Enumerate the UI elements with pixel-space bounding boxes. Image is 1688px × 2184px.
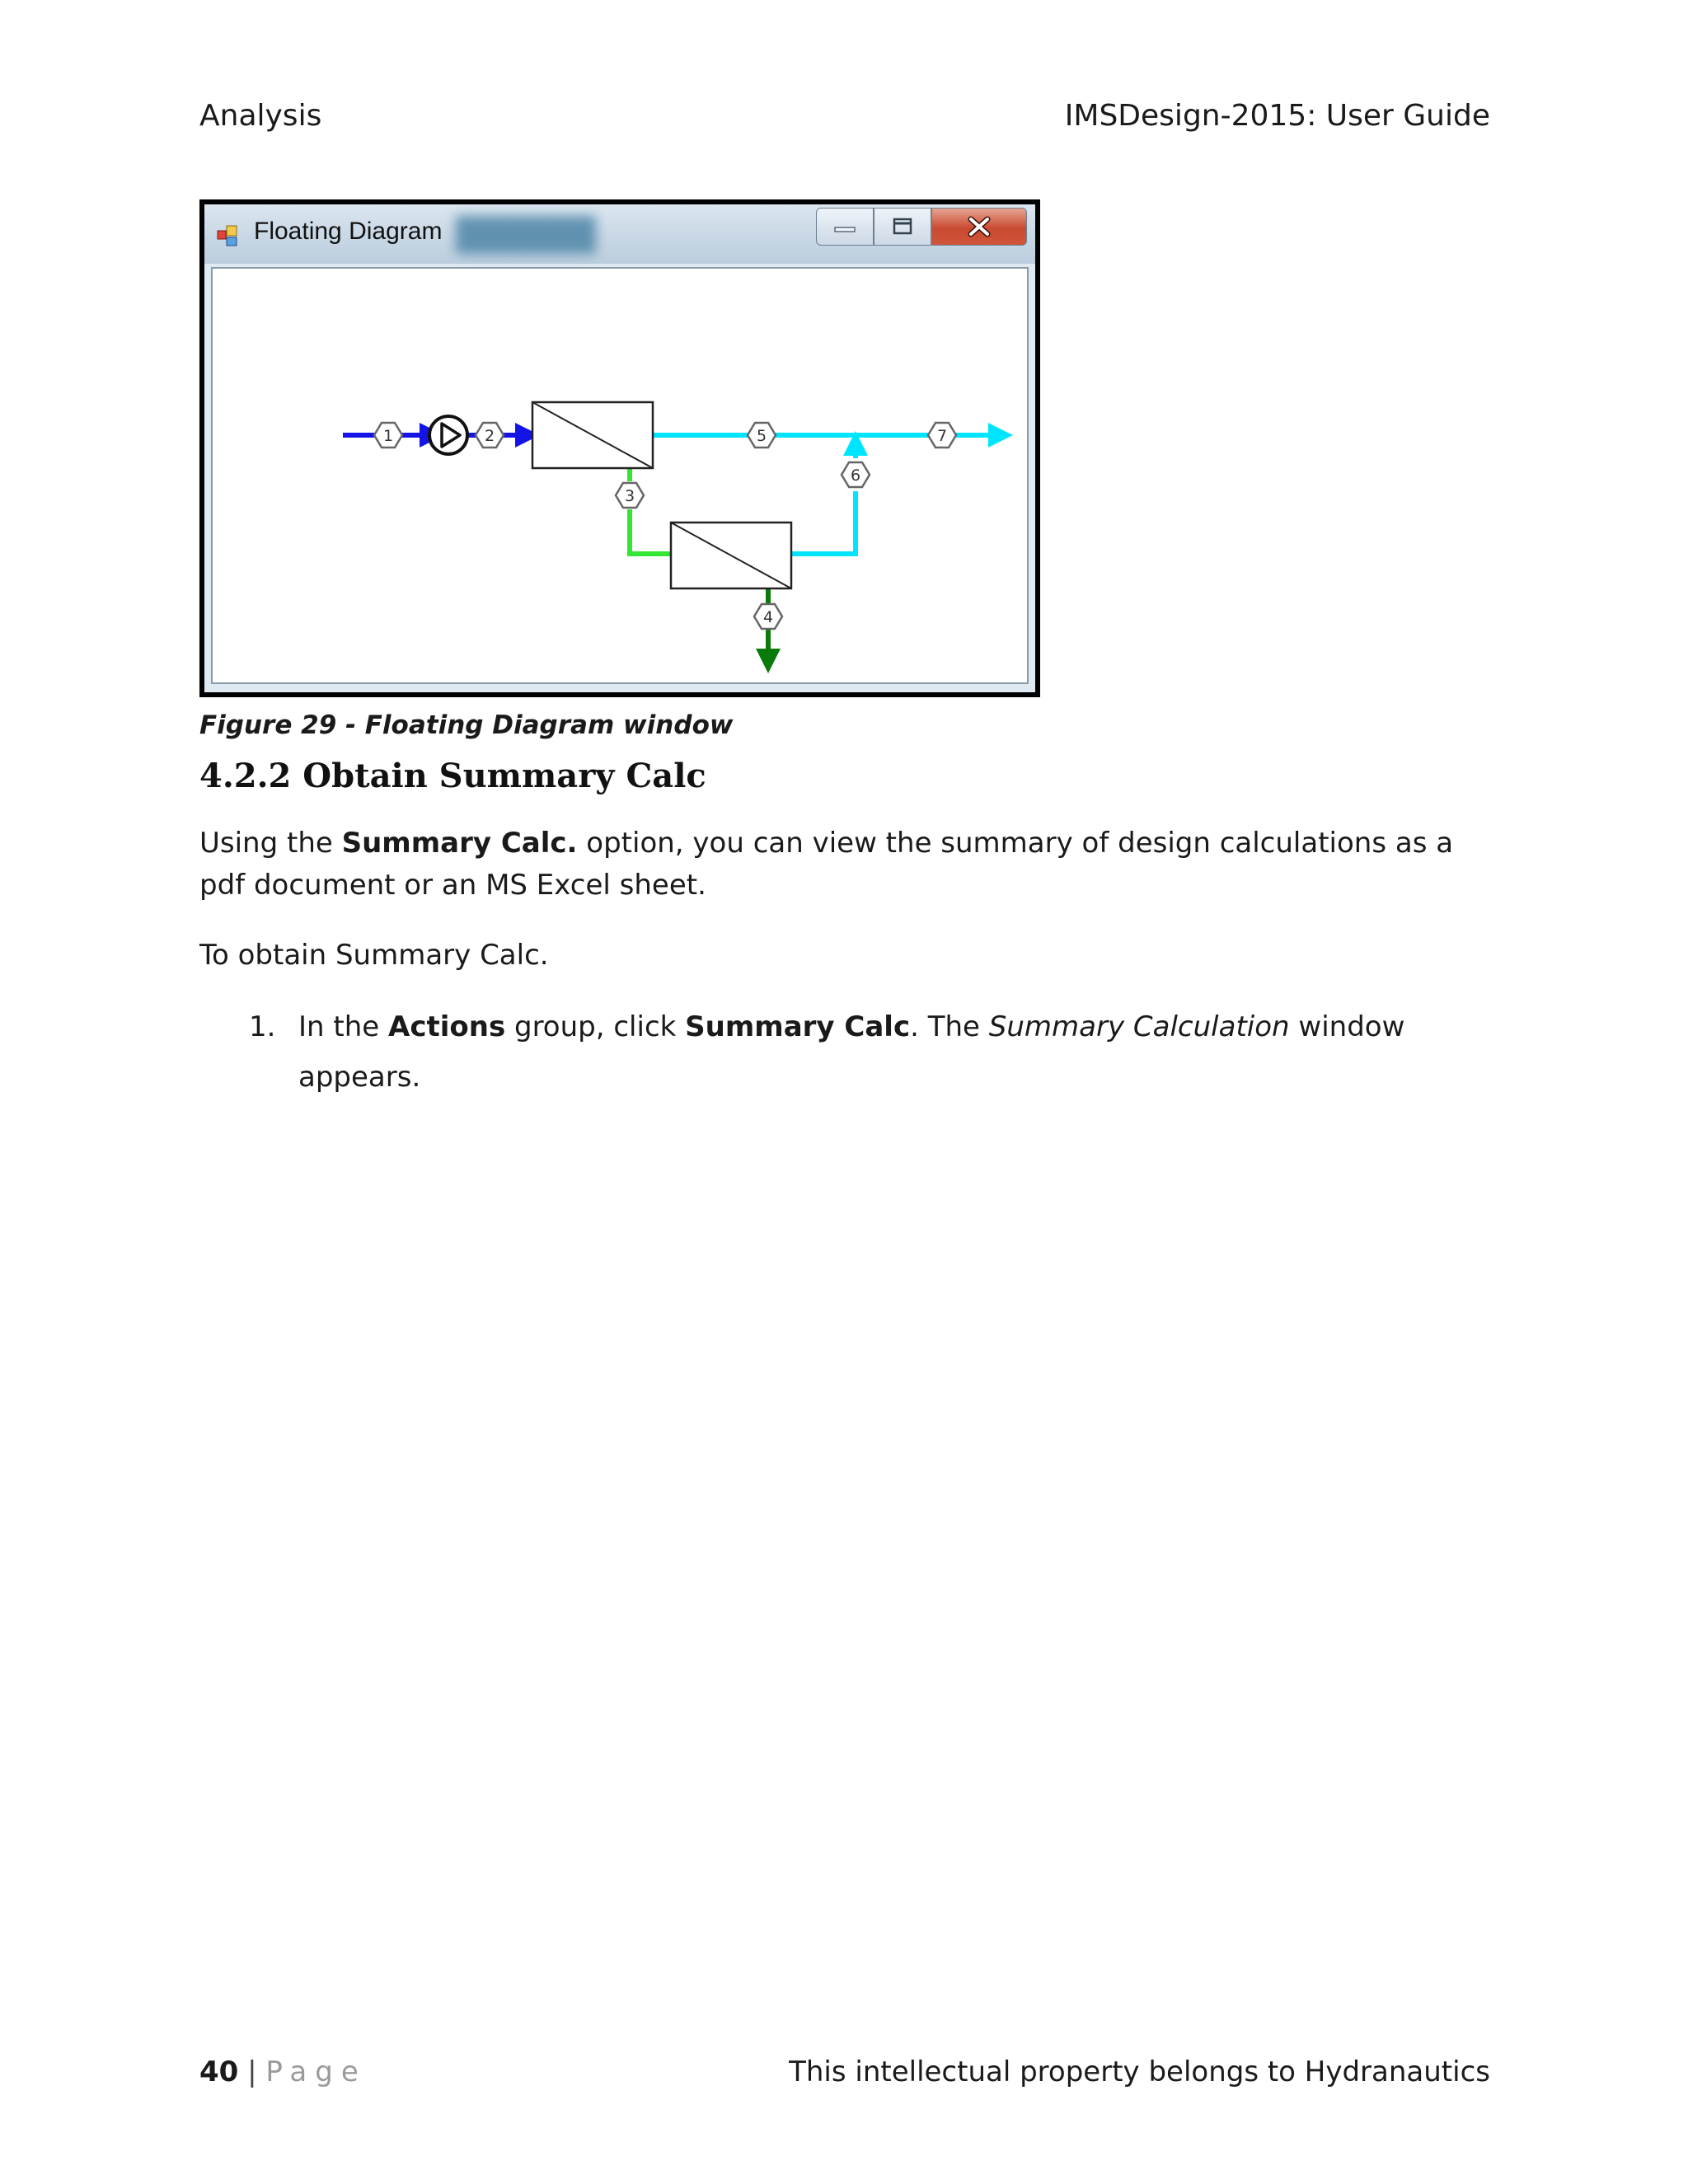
maximize-icon — [890, 216, 915, 237]
close-icon — [965, 215, 993, 238]
membrane-stage-1 — [532, 402, 653, 468]
step-text-part: . The — [910, 1010, 989, 1043]
svg-text:6: 6 — [850, 466, 861, 485]
stream-label-3 — [616, 483, 644, 508]
step-text-part: In the — [298, 1010, 388, 1043]
section-heading: 4.2.2 Obtain Summary Calc — [199, 757, 706, 795]
svg-text:3: 3 — [624, 487, 635, 505]
stream-label-4 — [754, 604, 782, 629]
summary-calc-term: Summary Calc. — [341, 827, 578, 860]
floating-diagram-screenshot — [199, 199, 1040, 697]
window-titlebar[interactable] — [204, 204, 1035, 264]
page-number: 40 — [199, 2055, 239, 2088]
step-text-part: group, click — [505, 1010, 686, 1043]
close-button[interactable] — [931, 208, 1027, 246]
stream-label-7 — [928, 423, 956, 448]
summary-calculation-window-term: Summary Calculation — [988, 1010, 1290, 1043]
stream-label-5 — [748, 423, 776, 448]
minimize-icon — [832, 218, 857, 235]
summary-calc-button-term: Summary Calc — [685, 1010, 911, 1043]
page-word: Page — [265, 2055, 367, 2088]
figure-caption: Figure 29 - Floating Diagram window — [199, 710, 734, 740]
svg-text:4: 4 — [762, 608, 774, 626]
svg-text:7: 7 — [936, 427, 948, 445]
svg-text:2: 2 — [484, 427, 495, 445]
stream-label-6 — [842, 462, 870, 487]
page-footer-number — [199, 2055, 367, 2088]
stream-label-2 — [476, 423, 504, 448]
intro-paragraph — [199, 823, 1493, 907]
stream-label-1 — [374, 423, 402, 448]
footer-separator: | — [247, 2055, 257, 2088]
procedure-intro: To obtain Summary Calc. — [199, 939, 549, 972]
step-text-part: window appears. — [298, 1010, 1405, 1094]
minimize-button[interactable] — [816, 208, 874, 246]
step-text — [298, 1002, 1493, 1103]
permeate-line-stage2 — [790, 491, 856, 554]
actions-group-term: Actions — [388, 1010, 506, 1043]
step-number: 1. — [249, 1010, 276, 1043]
svg-text:5: 5 — [756, 427, 767, 445]
running-header-section: Analysis — [199, 99, 322, 133]
footer-copyright: This intellectual property belongs to Hydranautics — [789, 2055, 1490, 2088]
intro-text-end: option, you can view the summary of design calculations as a pdf document or an MS Excel sheet. — [199, 827, 1454, 902]
svg-text:1: 1 — [382, 427, 394, 445]
intro-text-start: Using the — [199, 827, 342, 860]
window-controls — [816, 208, 1027, 247]
pump-icon — [429, 416, 467, 454]
application-icon — [216, 224, 239, 247]
maximize-button[interactable] — [874, 208, 931, 246]
running-header-title: IMSDesign-2015: User Guide — [1064, 99, 1490, 133]
window-title: Floating Diagram — [254, 218, 443, 245]
diagram-canvas — [211, 267, 1029, 684]
process-flow-diagram — [213, 269, 1029, 686]
blurred-title-region — [456, 216, 596, 254]
membrane-stage-2 — [671, 523, 791, 588]
